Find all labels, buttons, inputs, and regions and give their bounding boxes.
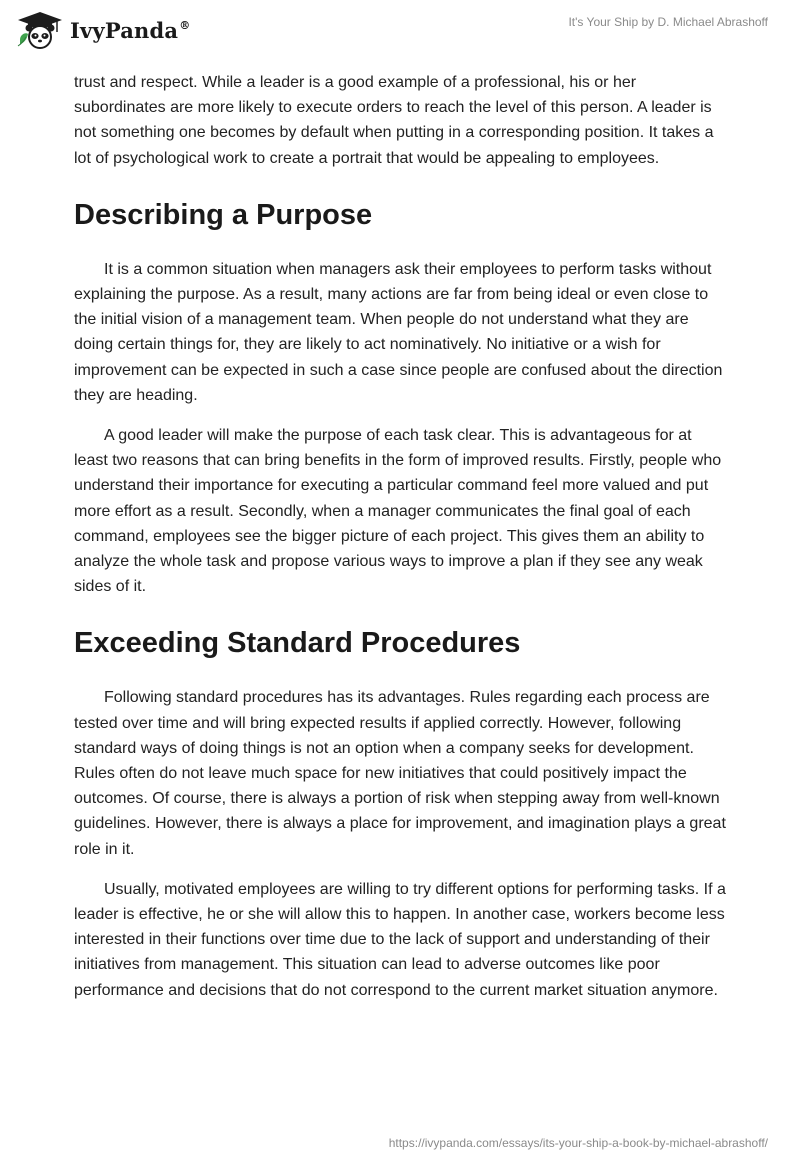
- section-heading-exceeding-procedures: Exceeding Standard Procedures: [74, 627, 521, 660]
- panda-graduate-icon: [16, 10, 64, 50]
- document-title: It's Your Ship by D. Michael Abrashoff: [568, 15, 768, 29]
- section-heading-describing-purpose: Describing a Purpose: [74, 198, 373, 231]
- brand-name: IvyPanda®: [70, 17, 191, 43]
- paragraph: It is a common situation when managers ask their employees to perform tasks without explaining the purpose. As a result, many actions are far from being ideal or even close to the initial vision of a management team. When people do not understand what they are doing certain things for, they are likely to act nominatively. No initiative or a wish for improvement can be expected in such a case since people are confused about the direction they are heading.: [74, 260, 723, 404]
- source-url[interactable]: https://ivypanda.com/essays/its-your-ship-a-book-by-michael-abrashoff/: [388, 1136, 768, 1150]
- paragraph: Following standard procedures has its advantages. Rules regarding each process are tested over time and will bring expected results if applied correctly. However, following standard ways of doing things is not an option when a company seeks for development. Rules often do not leave much space for new initiatives that could positively impact the outcomes. Of course, there is always a portion of risk when stepping away from well-known guidelines. However, there is always a place for improvement, and imagination plays a great role in it.: [74, 689, 726, 858]
- essay-body: [74, 70, 726, 1018]
- paragraph: Usually, motivated employees are willing to try different options for performing tasks. If a leader is effective, he or she will allow this to happen. In another case, workers become less interested in their functions over time due to the lack of support and understanding of their initiatives from management. This situation can lead to adverse outcomes like poor performance and decisions that do not correspond to the current market situation anymore.: [74, 880, 726, 999]
- page-header: [0, 0, 800, 64]
- paragraph: A good leader will make the purpose of each task clear. This is advantageous for at least two reasons that can bring benefits in the form of improved results. Firstly, people who understand their importance for executing a particular command feel more valued and put more effort as a result. Secondly, when a manager communicates the final goal of each command, employees see the bigger picture of each project. This gives them an ability to analyze the whole task and propose various ways to improve a plan if they see any weak sides of it.: [74, 427, 722, 596]
- intro-paragraph: trust and respect. While a leader is a good example of a professional, his or her subordinates are more likely to execute orders to reach the level of this person. A leader is not something one becomes by default when putting in a corresponding position. It takes a lot of psychological work to create a portrait that would be appealing to employees.: [74, 74, 714, 167]
- ivypanda-logo[interactable]: [16, 10, 190, 50]
